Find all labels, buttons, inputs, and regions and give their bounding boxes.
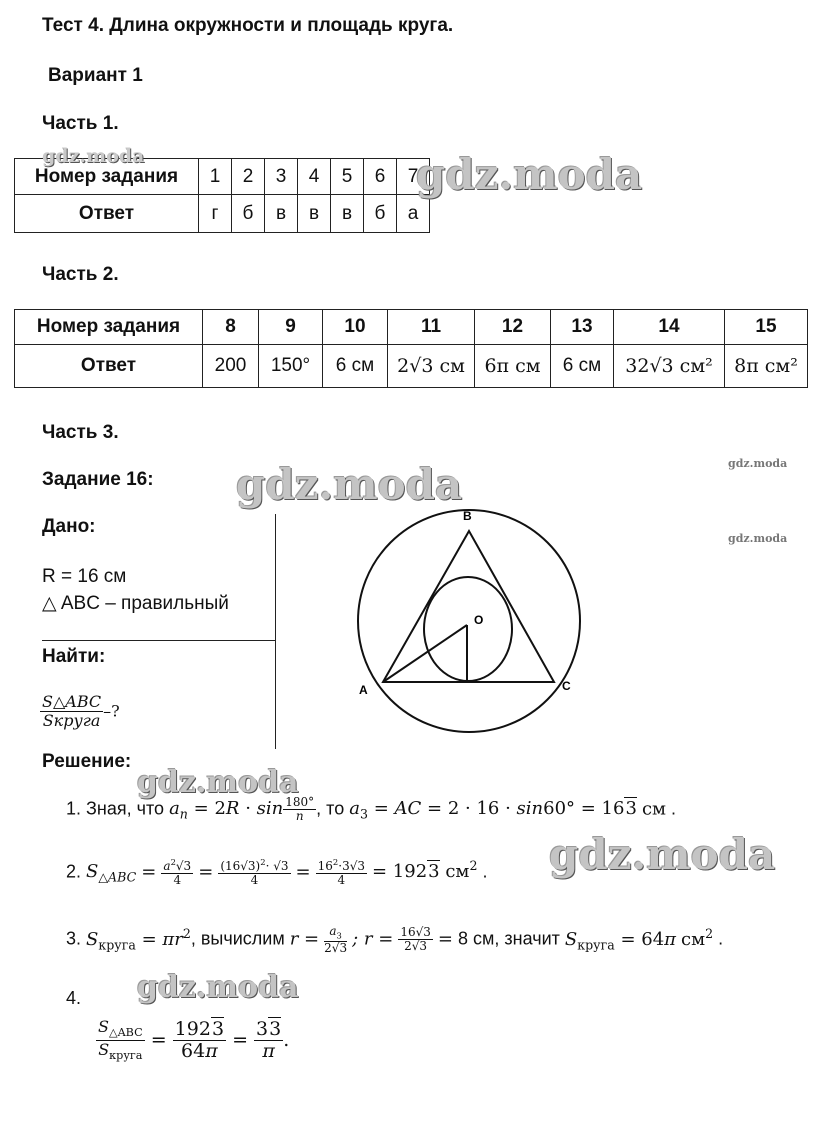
part2-task-cell: 13	[551, 310, 614, 345]
find-label: Найти:	[42, 646, 106, 667]
step-text: , вычислим	[190, 928, 285, 949]
part1-task-cell: 2	[232, 159, 265, 195]
label-o: O	[474, 613, 484, 627]
label-c: C	[562, 679, 571, 693]
watermark: gdz.moda	[236, 460, 463, 509]
part2-task-cell: 8	[203, 310, 259, 345]
part2-heading: Часть 2.	[42, 264, 119, 285]
part2-task-cell: 10	[323, 310, 388, 345]
part2-answer-cell: 200	[203, 345, 259, 388]
part1-task-cell: 3	[265, 159, 298, 195]
given-radius: R = 16 см	[42, 566, 127, 587]
watermark: gdz.moda	[416, 150, 643, 199]
part2-task-cell: 14	[614, 310, 725, 345]
part2-answer-label: Ответ	[15, 345, 203, 388]
solution-step-3: 3. $S_{круга} = \pi r^2$, вычислим r = $\frac{a_3}{2√3}$ ; r = $\frac{16√3}{2√3}$ = 8 см, значит $S_{круга} = 64\pi$ $см^2$ .	[66, 924, 724, 955]
given-label: Дано:	[42, 516, 96, 537]
part1-answer-cell: а	[397, 195, 430, 233]
part2-answer-cell: 2√3 см	[388, 345, 475, 388]
part2-table	[14, 309, 808, 388]
given-triangle: △ ABC – правильный	[42, 593, 229, 614]
part2-answer-cell: 150°	[259, 345, 323, 388]
watermark: gdz.moda	[42, 145, 145, 167]
label-a: A	[359, 683, 368, 697]
find-denominator: Sкруга	[42, 710, 101, 730]
solution-step-1: 1. Зная, что $a_n = 2R \cdot \sin$ $\frac{180^\circ}{n}$ , то $a_3$ = AC = 2 · 16 · sin60° = 163 см .	[66, 795, 677, 824]
triangle-abc	[383, 531, 554, 682]
step-text: 8 см, значит	[458, 928, 560, 949]
solution-final-expression: $\frac{S_{\triangle ABC}}{S_{круга}}$ = $\frac{1923}{64\pi}$ = $\frac{33}{\pi}$ .	[98, 1017, 290, 1062]
part1-task-cell: 6	[364, 159, 397, 195]
part1-answer-cell: г	[199, 195, 232, 233]
part2-task-label: Номер задания	[15, 310, 203, 345]
watermark: gdz.moda	[728, 457, 788, 470]
variant-heading: Вариант 1	[48, 65, 143, 86]
step-number: 3.	[66, 928, 82, 949]
step-number: 1.	[66, 798, 82, 819]
part1-task-cell: 7	[397, 159, 430, 195]
find-question: –?	[103, 701, 120, 721]
part1-answer-label: Ответ	[15, 195, 199, 233]
part2-answer-cell: 8π см²	[725, 345, 808, 388]
part3-heading: Часть 3.	[42, 422, 119, 443]
part1-answer-cell: в	[298, 195, 331, 233]
step-number: 4.	[66, 988, 82, 1008]
solution-label: Решение:	[42, 751, 132, 772]
part2-answer-cell: 32√3 см²	[614, 345, 725, 388]
geometry-diagram	[355, 500, 595, 750]
part2-answer-cell: 6 см	[551, 345, 614, 388]
step-text: Зная, что	[86, 798, 165, 819]
solution-step-2: 2. $S_{\triangle ABC}$ = $\frac{a^2√3}{4}$ = $\frac{(16√3)^2\cdot √3}{4}$ = $\frac{16^2\cdot 3√3}{4}$ = 1923 $см^2$ .	[66, 857, 488, 888]
part2-task-cell: 9	[259, 310, 323, 345]
label-b: B	[463, 509, 472, 523]
step-number: 2.	[66, 861, 82, 882]
given-divider-vertical	[275, 514, 276, 749]
part1-table	[14, 158, 430, 233]
part1-task-cell: 1	[199, 159, 232, 195]
watermark: gdz.moda	[137, 765, 299, 800]
part2-answer-cell: 6π см	[475, 345, 551, 388]
part1-answer-cell: б	[232, 195, 265, 233]
find-numerator: S△ABC	[42, 692, 102, 711]
part1-answer-cell: в	[265, 195, 298, 233]
page-title: Тест 4. Длина окружности и площадь круга.	[42, 15, 454, 36]
part1-task-cell: 4	[298, 159, 331, 195]
step-text: , то	[316, 798, 345, 819]
given-divider-horizontal	[42, 640, 275, 641]
watermark: gdz.moda	[137, 970, 299, 1005]
part2-task-cell: 12	[475, 310, 551, 345]
part1-heading: Часть 1.	[42, 113, 119, 134]
circumscribed-circle	[358, 510, 580, 732]
solution-step-4	[66, 988, 81, 1009]
part1-task-cell: 5	[331, 159, 364, 195]
part2-answer-cell: 6 см	[323, 345, 388, 388]
watermark: gdz.moda	[728, 532, 788, 545]
part1-answer-cell: в	[331, 195, 364, 233]
watermark: gdz.moda	[549, 830, 776, 879]
find-expression	[40, 693, 120, 729]
part2-task-cell: 15	[725, 310, 808, 345]
part1-task-label: Номер задания	[15, 159, 199, 195]
task16-heading: Задание 16:	[42, 469, 154, 490]
part1-answer-cell: б	[364, 195, 397, 233]
part2-task-cell: 11	[388, 310, 475, 345]
